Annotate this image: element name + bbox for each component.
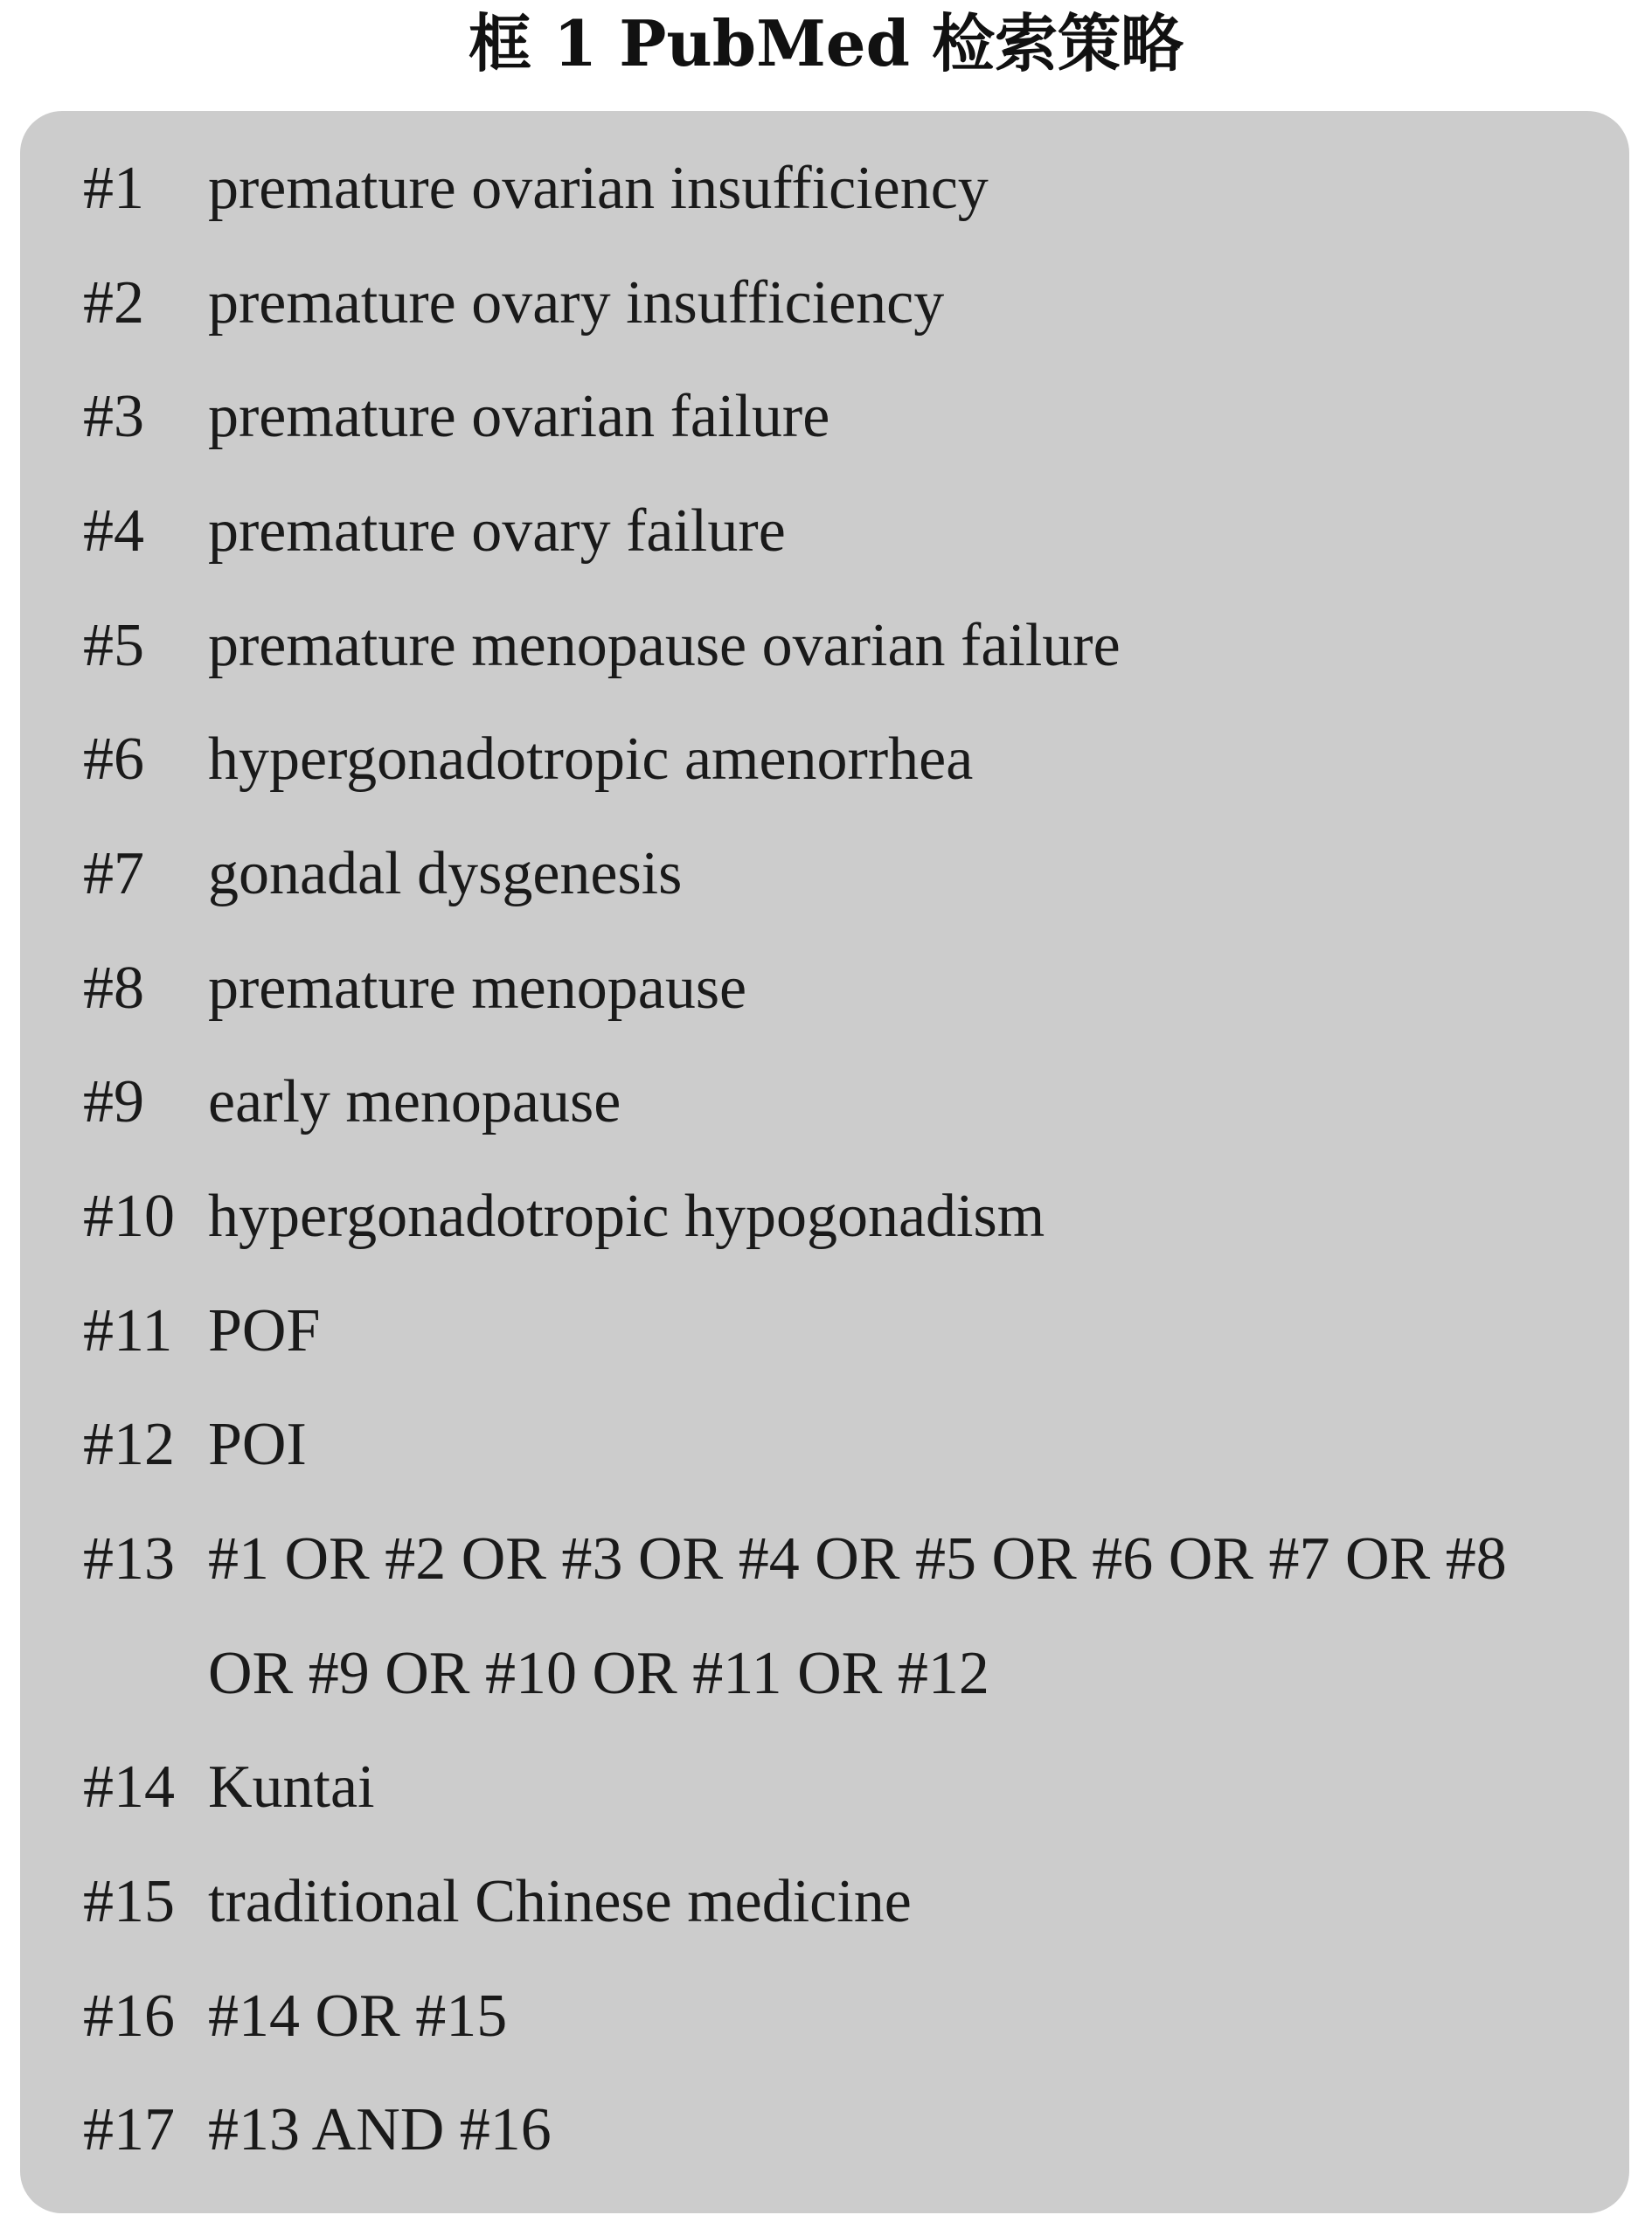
row-term: Kuntai	[208, 1753, 375, 1821]
row-number: #7	[83, 840, 144, 907]
row-term: premature ovarian insufficiency	[208, 155, 989, 222]
row-number: #3	[83, 383, 144, 450]
row-term: premature menopause	[208, 955, 747, 1022]
row-term: early menopause	[208, 1068, 621, 1135]
row-term: traditional Chinese medicine	[208, 1868, 912, 1935]
row-term: POF	[208, 1297, 321, 1364]
row-term-continuation: OR #9 OR #10 OR #11 OR #12	[208, 1640, 989, 1707]
row-number: #9	[83, 1068, 144, 1135]
row-term: #14 OR #15	[208, 1982, 508, 2050]
row-term: #1 OR #2 OR #3 OR #4 OR #5 OR #6 OR #7 OR #8	[208, 1525, 1507, 1593]
row-number: #14	[83, 1753, 175, 1821]
row-number: #11	[83, 1297, 173, 1364]
box-title: 框 1 PubMed 检索策略	[469, 6, 1183, 80]
row-number: #6	[83, 726, 144, 793]
row-number: #12	[83, 1411, 175, 1478]
row-term: #13 AND #16	[208, 2096, 552, 2163]
row-number: #1	[83, 155, 144, 222]
row-number: #5	[83, 612, 144, 679]
row-number: #13	[83, 1525, 175, 1593]
row-term: premature ovary failure	[208, 497, 786, 565]
row-number: #17	[83, 2096, 175, 2163]
row-term: hypergonadotropic amenorrhea	[208, 726, 974, 793]
row-term: premature menopause ovarian failure	[208, 612, 1121, 679]
row-term: gonadal dysgenesis	[208, 840, 683, 907]
row-number: #16	[83, 1982, 175, 2050]
search-strategy-box	[20, 111, 1629, 2213]
row-number: #10	[83, 1183, 175, 1250]
row-term: hypergonadotropic hypogonadism	[208, 1183, 1045, 1250]
row-number: #8	[83, 955, 144, 1022]
row-term: premature ovary insufficiency	[208, 269, 945, 337]
row-term: POI	[208, 1411, 307, 1478]
row-number: #4	[83, 497, 144, 565]
row-number: #2	[83, 269, 144, 337]
row-number: #15	[83, 1868, 175, 1935]
row-term: premature ovarian failure	[208, 383, 830, 450]
